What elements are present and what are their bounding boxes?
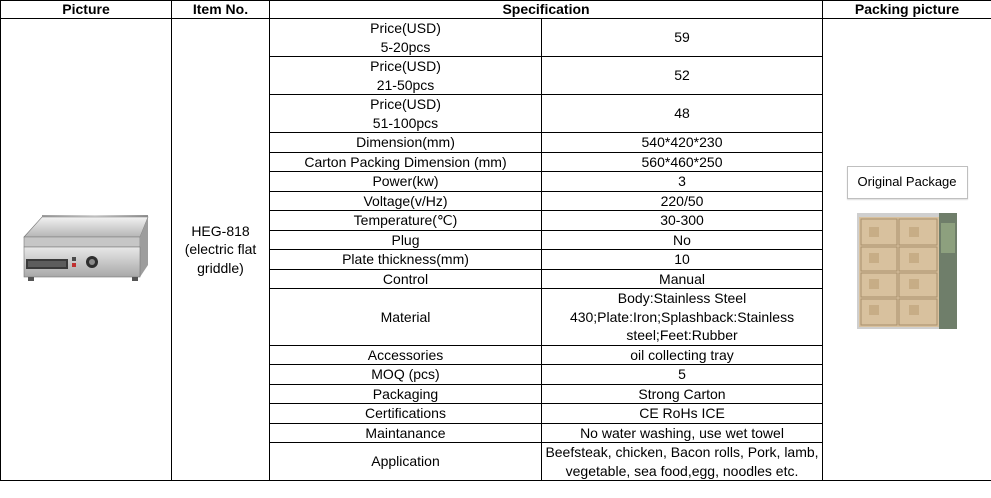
header-row: [1, 1, 991, 19]
spec-label: Dimension(mm): [270, 133, 542, 153]
spec-label: Plug: [270, 230, 542, 250]
spec-row: [1, 19, 991, 57]
original-package-label: Original Package: [847, 166, 968, 199]
spec-value: 540*420*230: [542, 133, 823, 153]
griddle-image: [16, 207, 156, 287]
spec-label: MOQ (pcs): [270, 365, 542, 385]
spec-label: Voltage(v/Hz): [270, 191, 542, 211]
spec-value: 10: [542, 250, 823, 270]
spec-value: 30-300: [542, 211, 823, 231]
spec-label: Accessories: [270, 345, 542, 365]
spec-value: 52: [542, 57, 823, 95]
spec-label: [270, 19, 542, 57]
spec-label: [270, 95, 542, 133]
header-picture: Picture: [1, 1, 172, 19]
price-label: Price(USD): [370, 58, 441, 74]
spec-value: CE RoHs ICE: [542, 404, 823, 424]
item-code: HEG-818: [191, 222, 250, 239]
spec-value: No water washing, use wet towel: [542, 423, 823, 443]
spec-label: Plate thickness(mm): [270, 250, 542, 270]
price-range-label: 21-50pcs: [376, 76, 435, 93]
price-label: Price(USD): [370, 20, 441, 36]
spec-value: Strong Carton: [542, 384, 823, 404]
spec-label: Material: [270, 289, 542, 346]
product-picture-cell: [1, 19, 172, 481]
spec-label: Certifications: [270, 404, 542, 424]
spec-value: 220/50: [542, 191, 823, 211]
spec-value: Manual: [542, 269, 823, 289]
spec-value: Body:Stainless Steel 430;Plate:Iron;Splashback:Stainless steel;Feet:Rubber: [542, 289, 823, 346]
header-packing-picture: Packing picture: [823, 1, 991, 19]
spec-value: No: [542, 230, 823, 250]
spec-label: Carton Packing Dimension (mm): [270, 152, 542, 172]
item-description: (electric flat griddle): [184, 241, 257, 276]
spec-label: Power(kw): [270, 172, 542, 192]
header-item-no: Item No.: [172, 1, 270, 19]
spec-value: oil collecting tray: [542, 345, 823, 365]
spec-value: Beefsteak, chicken, Bacon rolls, Pork, lamb, vegetable, sea food,egg, noodles etc.: [542, 443, 823, 481]
price-range-label: 51-100pcs: [372, 114, 439, 131]
spec-label: [270, 57, 542, 95]
spec-value: 5: [542, 365, 823, 385]
spec-value: 59: [542, 19, 823, 57]
spec-value: 3: [542, 172, 823, 192]
item-number-cell: [172, 19, 270, 481]
spec-label: Packaging: [270, 384, 542, 404]
packing-picture-cell: [823, 19, 991, 481]
spec-label: Application: [270, 443, 542, 481]
spec-value: 48: [542, 95, 823, 133]
carton-stack-image: [857, 213, 957, 329]
spec-value: 560*460*250: [542, 152, 823, 172]
spec-label: Temperature(℃): [270, 211, 542, 231]
header-specification: Specification: [270, 1, 823, 19]
spec-label: Control: [270, 269, 542, 289]
price-range-label: 5-20pcs: [380, 38, 431, 55]
spec-label: Maintanance: [270, 423, 542, 443]
price-label: Price(USD): [370, 96, 441, 112]
